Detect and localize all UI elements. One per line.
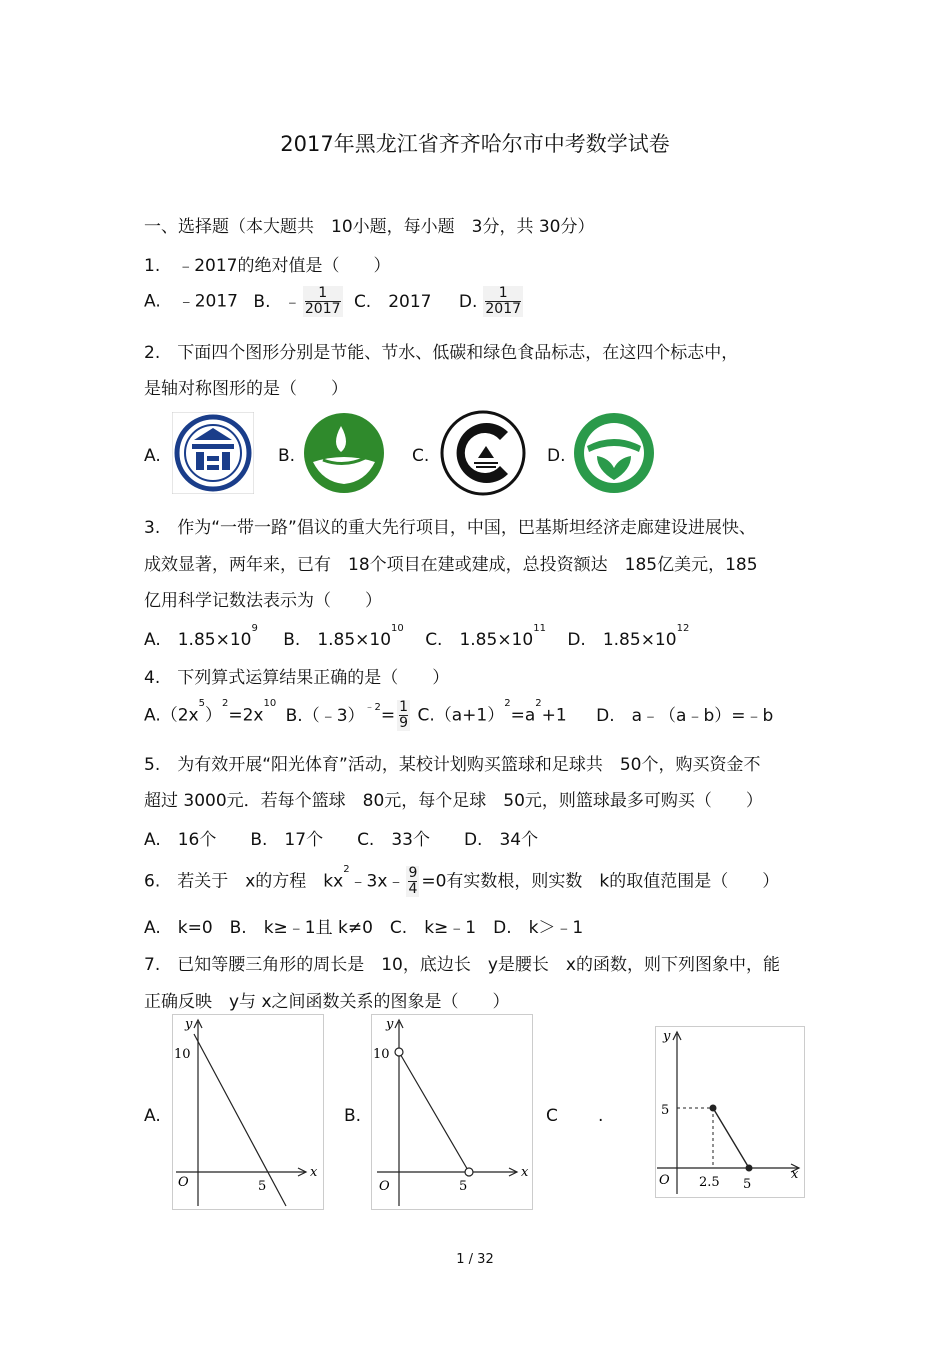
fraction bbox=[406, 866, 419, 897]
question-3-options bbox=[144, 625, 689, 650]
tick-5: 5 bbox=[258, 1179, 267, 1194]
question-6-stem bbox=[144, 866, 779, 897]
question-5-line-1: 5. 为有效开展“阳光体育”活动，某校计划购买篮球和足球共 50个，购买资金不 bbox=[144, 755, 761, 775]
result: =a bbox=[510, 705, 536, 726]
low-carbon-logo-icon bbox=[440, 410, 526, 496]
option-a-label: A. bbox=[144, 446, 161, 466]
result-tail: +1 bbox=[541, 705, 567, 726]
question-4-stem: 4. 下列算式运算结果正确的是（ ） bbox=[144, 668, 450, 688]
fraction-numerator: 1 bbox=[485, 286, 521, 302]
energy-saving-logo-icon bbox=[172, 412, 254, 494]
option-c-label: C. bbox=[412, 446, 430, 466]
section-heading: 一、选择题（本大题共 10小题，每小题 3分，共 30分） bbox=[144, 217, 595, 237]
tick-2-5: 2.5 bbox=[699, 1175, 720, 1190]
question-2-line-1: 2. 下面四个图形分别是节能、节水、低碳和绿色食品标志，在这四个标志中， bbox=[144, 343, 739, 363]
fraction-numerator: 1 bbox=[305, 286, 341, 302]
stem-start: 6. 若关于 x的方程 kx bbox=[144, 871, 344, 892]
question-7-line-1: 7. 已知等腰三角形的周长是 10，底边长 y是腰长 x的函数，则下列图象中，能 bbox=[144, 955, 780, 975]
exponent: 5 bbox=[198, 698, 205, 709]
question-5-line-2: 超过 3000元．若每个篮球 80元，每个足球 50元，则篮球最多可购买（ ） bbox=[144, 791, 763, 811]
origin-label: O bbox=[659, 1173, 670, 1188]
exponent: 10 bbox=[391, 623, 404, 634]
question-6-options: A. k=0 B. k≥﹣1且 k≠0 C. k≥﹣1 D. k＞﹣1 bbox=[144, 918, 584, 938]
option-d: D. 1.85×10 bbox=[567, 630, 677, 650]
x-axis-label: x bbox=[521, 1165, 529, 1180]
question-3-line-3: 亿用科学记数法表示为（ ） bbox=[144, 591, 382, 611]
question-5-options: A. 16个 B. 17个 C. 33个 D. 34个 bbox=[144, 830, 539, 850]
option-a: A. 1.85×10 bbox=[144, 630, 252, 650]
fraction-denominator: 9 bbox=[399, 715, 409, 731]
tick-10: 10 bbox=[174, 1047, 191, 1062]
option-c: C. 1.85×10 bbox=[425, 630, 534, 650]
exponent: 2 bbox=[504, 698, 511, 709]
exponent: 2 bbox=[343, 864, 350, 875]
fraction-numerator: 1 bbox=[399, 699, 409, 715]
question-7-line-2: 正确反映 y与 x之间函数关系的图象是（ ） bbox=[144, 992, 510, 1012]
tick-y-5: 5 bbox=[661, 1103, 670, 1118]
graph-a bbox=[172, 1014, 324, 1210]
water-saving-logo-icon bbox=[303, 412, 385, 494]
graph-c bbox=[655, 1026, 805, 1198]
option-b-label: B. bbox=[253, 291, 271, 312]
exponent: 9 bbox=[251, 623, 258, 634]
question-3-line-2: 成效显著，两年来，已有 18个项目在建或建成，总投资额达 185亿美元，185 bbox=[144, 555, 758, 575]
exponent: 12 bbox=[676, 623, 690, 634]
tick-10: 10 bbox=[373, 1047, 390, 1062]
graph-b-label: B. bbox=[344, 1106, 362, 1126]
graph-c-dot: . bbox=[598, 1106, 604, 1126]
question-1-stem: 1. ﹣2017的绝对值是（ ） bbox=[144, 256, 391, 276]
graph-a-label: A. bbox=[144, 1106, 161, 1126]
y-axis-label: y bbox=[185, 1017, 193, 1032]
y-axis-label: y bbox=[663, 1029, 671, 1044]
option-b-sign: ﹣ bbox=[283, 291, 301, 312]
question-4-options bbox=[144, 700, 773, 731]
graph-c-label: C bbox=[546, 1106, 558, 1126]
option-d-label: D. bbox=[458, 291, 478, 312]
fraction-denominator: 2017 bbox=[485, 301, 522, 317]
exponent: 11 bbox=[533, 623, 546, 634]
option-d-label: D. bbox=[547, 446, 566, 466]
option-b: B.（﹣3） bbox=[285, 705, 365, 726]
question-1-options bbox=[144, 286, 525, 317]
option-b-fraction bbox=[303, 286, 343, 317]
option-d-fraction bbox=[483, 286, 523, 317]
graph-b bbox=[371, 1014, 533, 1210]
stem-middle: ﹣3x﹣ bbox=[349, 871, 405, 892]
page-title: 2017年黑龙江省齐齐哈尔市中考数学试卷 bbox=[280, 132, 670, 156]
exponent: ﹣2 bbox=[364, 702, 381, 713]
option-c: C. 2017 bbox=[353, 291, 432, 312]
fraction-numerator: 9 bbox=[408, 865, 418, 881]
origin-label: O bbox=[379, 1179, 390, 1194]
origin-label: O bbox=[178, 1175, 189, 1190]
page-number: 1 / 32 bbox=[456, 1252, 494, 1267]
option-a: A.（2x bbox=[144, 705, 199, 726]
stem-end: =0有实数根，则实数 k的取值范围是（ ） bbox=[421, 871, 780, 892]
exponent: 2 bbox=[222, 698, 229, 709]
question-2-line-2: 是轴对称图形的是（ ） bbox=[144, 379, 348, 399]
option-d: D. a﹣（a﹣b）=﹣b bbox=[596, 705, 774, 726]
option-c: C.（a+1） bbox=[417, 705, 505, 726]
exponent: 10 bbox=[263, 698, 277, 709]
option-a: A. ﹣2017 bbox=[144, 291, 238, 312]
x-axis-label: x bbox=[310, 1165, 318, 1180]
equals: = bbox=[380, 705, 396, 726]
tick-5: 5 bbox=[459, 1179, 468, 1194]
y-axis-label: y bbox=[386, 1017, 394, 1032]
tick-x-5: 5 bbox=[743, 1177, 752, 1192]
fraction-denominator: 2017 bbox=[304, 301, 341, 317]
paren: ） bbox=[205, 705, 222, 726]
fraction bbox=[397, 700, 410, 731]
exponent: 2 bbox=[535, 698, 542, 709]
question-3-line-1: 3. 作为“一带一路”倡议的重大先行项目，中国，巴基斯坦经济走廊建设进展快、 bbox=[144, 518, 756, 538]
x-axis-label: x bbox=[791, 1167, 799, 1182]
fraction-denominator: 4 bbox=[408, 881, 418, 897]
option-b: B. 1.85×10 bbox=[283, 630, 392, 650]
option-b-label: B. bbox=[278, 446, 296, 466]
green-food-logo-icon bbox=[573, 412, 655, 494]
result: =2x bbox=[228, 705, 264, 726]
